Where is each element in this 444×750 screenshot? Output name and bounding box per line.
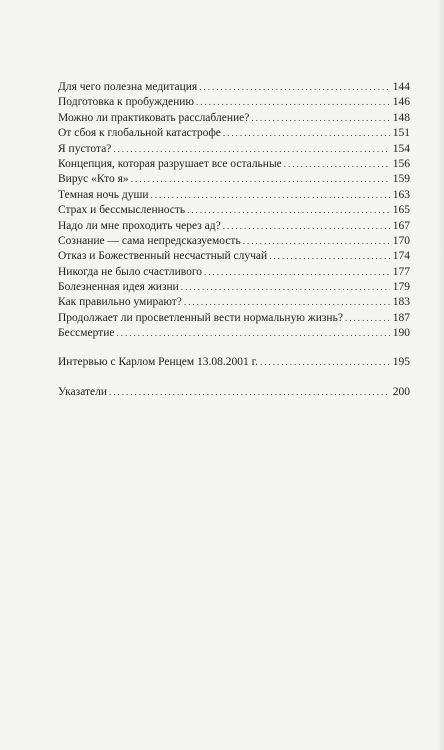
dot-leader (243, 234, 390, 249)
toc-entry-page: 195 (392, 355, 410, 368)
toc-entry-title: Для чего полезна медитация (58, 81, 198, 93)
toc-entry-page: 179 (392, 281, 410, 294)
toc-entry-page: 148 (392, 111, 410, 124)
toc-entry-interview (58, 355, 410, 370)
toc-entry (58, 219, 410, 234)
toc-entry (58, 188, 410, 203)
dot-leader (151, 188, 390, 203)
dot-leader (345, 311, 390, 326)
toc-entry-title: Можно ли практиковать расслабление? (58, 111, 250, 124)
toc-entry-title: Вирус «Кто я» (58, 173, 129, 186)
toc-entry (58, 203, 410, 218)
toc-entry-page: 177 (392, 265, 410, 278)
toc-entry-title: Подготовка к пробуждению (58, 96, 194, 109)
toc-entry-page: 170 (392, 234, 410, 247)
toc-entry (58, 295, 410, 310)
page-edge-shadow (436, 0, 444, 750)
toc-entry-page: 200 (392, 386, 410, 399)
toc-entry (58, 280, 410, 295)
toc-entry (58, 311, 410, 326)
toc-entry-title: Интервью с Карлом Ренцем 13.08.2001 г. (58, 355, 258, 368)
toc-entry (58, 157, 410, 172)
toc-entry (58, 126, 410, 141)
table-of-contents (58, 80, 410, 400)
toc-entry (58, 326, 410, 341)
toc-entry (58, 111, 410, 126)
dot-leader (260, 355, 390, 370)
toc-entry-page: 190 (392, 327, 410, 340)
dot-leader (116, 326, 390, 341)
dot-leader (187, 203, 390, 218)
dot-leader (113, 142, 390, 157)
dot-leader (196, 95, 390, 110)
toc-entry-title: Темная ночь души (58, 188, 149, 201)
toc-entry-page: 151 (392, 127, 410, 140)
toc-entry-title: Никогда не было счастливого (58, 265, 203, 278)
toc-entry-page: 187 (392, 311, 410, 324)
toc-entry-index (58, 385, 410, 400)
toc-entry-title: Концепция, которая разрушает все остальные (58, 157, 282, 170)
dot-leader (251, 111, 390, 126)
toc-entry-page: 156 (392, 157, 410, 170)
toc-entry-title: Страх и бессмысленность (58, 204, 186, 217)
toc-entry-page: 165 (392, 204, 410, 217)
toc-entry-page: 183 (392, 296, 410, 309)
toc-entry-title: Сознание — сама непредсказуемость (58, 234, 241, 247)
toc-entry (58, 249, 410, 264)
spacer (58, 370, 410, 385)
toc-entry-page: 144 (392, 81, 410, 93)
dot-leader (109, 385, 390, 400)
toc-entry-title: Отказ и Божественный несчастный случай (58, 250, 268, 263)
toc-entry-title: Я пустота? (58, 142, 112, 155)
dot-leader (223, 219, 390, 234)
toc-entry-title: Указатели (58, 386, 108, 399)
dot-leader (181, 280, 390, 295)
toc-entry (58, 142, 410, 157)
toc-entry-title: Болезненная идея жизни (58, 281, 179, 294)
toc-entry (58, 80, 410, 95)
toc-entry-title: Продолжает ли просветленный вести нормальную жизнь? (58, 311, 343, 324)
toc-entry-title: Надо ли мне проходить через ад? (58, 219, 221, 232)
toc-entry (58, 265, 410, 280)
toc-entry-page: 174 (392, 250, 410, 263)
toc-entry-page: 167 (392, 219, 410, 232)
dot-leader (284, 157, 390, 172)
toc-entry (58, 172, 410, 187)
toc-entry-page: 163 (392, 188, 410, 201)
toc-entry-page: 154 (392, 142, 410, 155)
dot-leader (184, 295, 390, 310)
toc-entry (58, 234, 410, 249)
toc-entry-title: От сбоя к глобальной катастрофе (58, 127, 221, 140)
dot-leader (131, 172, 390, 187)
spacer (58, 342, 410, 355)
toc-entry (58, 95, 410, 110)
toc-entry-title: Бессмертие (58, 327, 115, 340)
dot-leader (199, 80, 390, 95)
dot-leader (204, 265, 390, 280)
dot-leader (269, 249, 390, 264)
toc-entry-page: 146 (392, 96, 410, 109)
dot-leader (223, 126, 390, 141)
toc-entry-page: 159 (392, 173, 410, 186)
toc-entry-title: Как правильно умирают? (58, 296, 182, 309)
